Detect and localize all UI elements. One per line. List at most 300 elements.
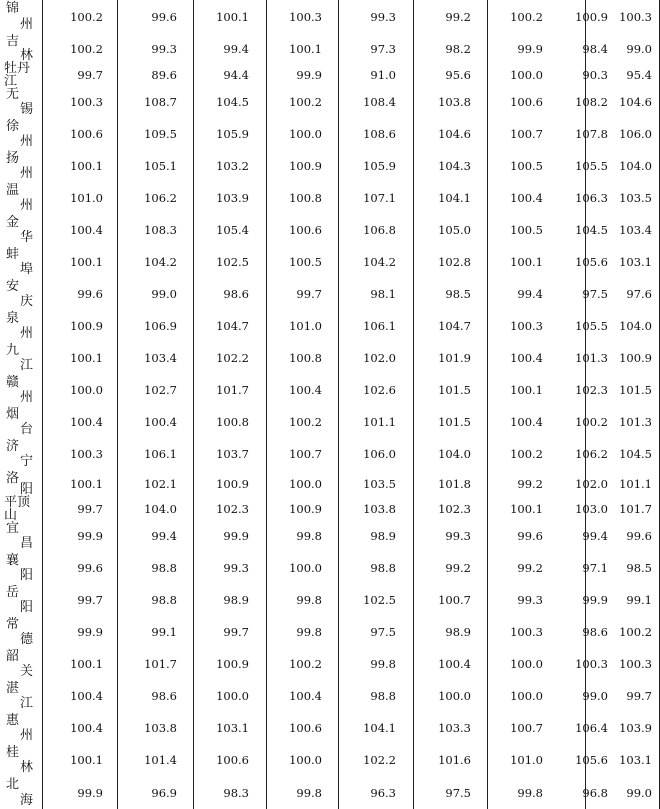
index-value-cell: 98.4 <box>582 41 608 56</box>
index-value-cell: 101.5 <box>438 383 471 397</box>
city-label-first-char: 吉 <box>6 34 20 49</box>
city-label-second-char: 埠 <box>20 262 34 277</box>
index-value-cell: 103.2 <box>216 159 249 173</box>
city-name <box>0 438 40 470</box>
table-row <box>0 374 660 406</box>
table-row <box>0 744 660 776</box>
index-value-cell: 106.0 <box>619 127 652 141</box>
city-name <box>0 744 40 776</box>
index-value-cell: 99.4 <box>582 529 608 543</box>
city-name <box>0 552 40 584</box>
index-value-cell: 97.5 <box>582 287 608 301</box>
index-value-cell: 102.5 <box>216 255 249 269</box>
index-value-cell: 100.1 <box>289 41 322 56</box>
index-value-cell: 100.5 <box>510 223 543 237</box>
index-value-cell: 99.0 <box>626 41 652 56</box>
index-value-cell: 100.2 <box>619 625 652 639</box>
index-value-cell: 106.2 <box>144 191 177 205</box>
city-name <box>0 520 40 552</box>
city-label-first-char: 徐 <box>6 119 20 134</box>
index-value-cell: 104.0 <box>144 502 177 516</box>
index-value-cell: 103.1 <box>216 721 249 735</box>
city-label-second-char: 庆 <box>20 294 34 309</box>
table-row <box>0 33 660 64</box>
table-row <box>0 310 660 342</box>
city-name <box>0 495 40 523</box>
city-label: 牡丹江 <box>4 61 31 89</box>
index-value-cell: 100.4 <box>510 415 543 429</box>
table-row <box>0 776 660 809</box>
index-value-cell: 100.4 <box>510 351 543 365</box>
index-value-cell: 102.8 <box>438 255 471 269</box>
index-value-cell: 102.0 <box>363 351 396 365</box>
index-value-cell: 100.5 <box>510 159 543 173</box>
index-value-cell: 105.5 <box>575 319 608 333</box>
index-value-cell: 89.6 <box>151 68 177 82</box>
index-value-cell: 101.7 <box>144 657 177 671</box>
index-value-cell: 100.9 <box>575 9 608 24</box>
index-value-cell: 106.2 <box>575 447 608 461</box>
city-label-second-char: 阳 <box>20 482 34 497</box>
table-row <box>0 495 660 523</box>
index-value-cell: 101.3 <box>619 415 652 429</box>
city-name <box>0 776 40 809</box>
index-value-cell: 102.1 <box>144 477 177 491</box>
city-label-second-char: 关 <box>20 664 34 679</box>
city-label-second-char: 州 <box>20 198 34 213</box>
table-row <box>0 584 660 616</box>
index-value-cell: 104.0 <box>438 447 471 461</box>
index-value-cell: 100.1 <box>216 9 249 24</box>
city-name <box>0 712 40 744</box>
city-label-first-char: 赣 <box>6 375 20 390</box>
index-value-cell: 100.9 <box>289 159 322 173</box>
index-value-cell: 100.9 <box>619 351 652 365</box>
city-label-first-char: 无 <box>6 87 20 102</box>
city-label-first-char: 襄 <box>6 553 20 568</box>
index-value-cell: 99.8 <box>296 593 322 607</box>
city-label-first-char: 九 <box>6 343 20 358</box>
index-value-cell: 100.4 <box>70 223 103 237</box>
index-value-cell: 103.8 <box>144 721 177 735</box>
index-value-cell: 99.1 <box>626 593 652 607</box>
city-name <box>0 118 40 150</box>
table-row <box>0 278 660 310</box>
index-value-cell: 100.3 <box>70 95 103 109</box>
index-value-cell: 100.9 <box>289 502 322 516</box>
table-row <box>0 406 660 438</box>
index-value-cell: 100.1 <box>510 383 543 397</box>
index-value-cell: 99.9 <box>77 529 103 543</box>
index-value-cell: 102.5 <box>363 593 396 607</box>
table-row <box>0 712 660 744</box>
index-value-cell: 100.9 <box>216 657 249 671</box>
index-value-cell: 100.2 <box>70 41 103 56</box>
index-value-cell: 100.2 <box>289 415 322 429</box>
index-value-cell: 100.3 <box>510 625 543 639</box>
index-value-cell: 96.8 <box>582 785 608 800</box>
index-value-cell: 105.9 <box>363 159 396 173</box>
index-value-cell: 100.4 <box>70 689 103 703</box>
index-value-cell: 104.2 <box>363 255 396 269</box>
index-value-cell: 105.4 <box>216 223 249 237</box>
index-value-cell: 95.6 <box>445 68 471 82</box>
table-row <box>0 438 660 470</box>
index-value-cell: 108.4 <box>363 95 396 109</box>
index-value-cell: 101.0 <box>289 319 322 333</box>
index-value-cell: 99.4 <box>223 41 249 56</box>
index-value-cell: 100.9 <box>70 319 103 333</box>
index-value-cell: 101.1 <box>363 415 396 429</box>
index-value-cell: 103.4 <box>144 351 177 365</box>
index-value-cell: 102.3 <box>575 383 608 397</box>
index-value-cell: 100.5 <box>289 255 322 269</box>
city-name <box>0 150 40 182</box>
index-value-cell: 98.8 <box>370 689 396 703</box>
city-label-first-char: 泉 <box>6 311 20 326</box>
index-value-cell: 103.8 <box>438 95 471 109</box>
index-value-cell: 104.7 <box>216 319 249 333</box>
index-value-cell: 104.7 <box>438 319 471 333</box>
index-value-cell: 99.6 <box>77 287 103 301</box>
index-value-cell: 104.5 <box>619 447 652 461</box>
index-value-cell: 97.5 <box>445 785 471 800</box>
index-value-cell: 98.8 <box>151 561 177 575</box>
index-value-cell: 100.2 <box>289 95 322 109</box>
index-value-cell: 99.9 <box>582 593 608 607</box>
table-row <box>0 616 660 648</box>
index-value-cell: 106.9 <box>144 319 177 333</box>
index-value-cell: 104.5 <box>575 223 608 237</box>
index-value-cell: 103.5 <box>363 477 396 491</box>
city-label-first-char: 锦 <box>6 1 20 16</box>
index-value-cell: 98.9 <box>223 593 249 607</box>
index-value-cell: 99.8 <box>370 657 396 671</box>
city-label-second-char: 锡 <box>20 102 34 117</box>
index-value-cell: 102.0 <box>575 477 608 491</box>
index-value-cell: 100.6 <box>70 127 103 141</box>
index-value-cell: 101.9 <box>438 351 471 365</box>
index-value-cell: 99.3 <box>223 561 249 575</box>
index-value-cell: 108.2 <box>575 95 608 109</box>
index-value-cell: 100.2 <box>510 9 543 24</box>
index-value-cell: 100.4 <box>510 191 543 205</box>
index-value-cell: 97.6 <box>626 287 652 301</box>
index-value-cell: 108.7 <box>144 95 177 109</box>
index-value-cell: 99.8 <box>296 785 322 800</box>
city-label-first-char: 蚌 <box>6 247 20 262</box>
index-value-cell: 99.0 <box>151 287 177 301</box>
index-value-cell: 101.5 <box>438 415 471 429</box>
table-row <box>0 61 660 89</box>
index-value-cell: 103.3 <box>438 721 471 735</box>
index-value-cell: 99.7 <box>77 68 103 82</box>
index-value-cell: 100.3 <box>70 447 103 461</box>
index-value-cell: 94.4 <box>223 68 249 82</box>
table-row <box>0 214 660 246</box>
city-label-second-char: 州 <box>20 17 34 32</box>
index-value-cell: 99.3 <box>370 9 396 24</box>
index-value-cell: 100.1 <box>510 502 543 516</box>
index-value-cell: 97.5 <box>370 625 396 639</box>
index-value-cell: 99.9 <box>77 785 103 800</box>
table-row <box>0 150 660 182</box>
index-value-cell: 101.4 <box>144 753 177 767</box>
index-value-cell: 103.7 <box>216 447 249 461</box>
index-value-cell: 101.8 <box>438 477 471 491</box>
index-value-cell: 100.4 <box>70 721 103 735</box>
index-value-cell: 98.2 <box>445 41 471 56</box>
index-value-cell: 101.3 <box>575 351 608 365</box>
table-row <box>0 342 660 374</box>
index-value-cell: 100.1 <box>70 255 103 269</box>
index-value-cell: 106.3 <box>575 191 608 205</box>
city-label-second-char: 林 <box>20 760 34 775</box>
index-value-cell: 104.0 <box>619 159 652 173</box>
index-value-cell: 100.3 <box>575 657 608 671</box>
index-value-cell: 102.3 <box>438 502 471 516</box>
city-label-first-char: 韶 <box>6 649 20 664</box>
table-row <box>0 0 660 33</box>
city-name <box>0 0 40 33</box>
city-name <box>0 33 40 64</box>
index-value-cell: 100.2 <box>575 415 608 429</box>
index-value-cell: 100.3 <box>619 657 652 671</box>
index-value-cell: 99.9 <box>296 68 322 82</box>
city-name <box>0 182 40 214</box>
index-value-cell: 108.6 <box>363 127 396 141</box>
table-row <box>0 470 660 498</box>
index-value-cell: 100.4 <box>289 383 322 397</box>
index-value-cell: 100.2 <box>510 447 543 461</box>
index-value-cell: 99.2 <box>517 561 543 575</box>
city-label-second-char: 江 <box>20 358 34 373</box>
index-value-cell: 99.8 <box>517 785 543 800</box>
index-value-cell: 104.6 <box>619 95 652 109</box>
index-value-cell: 99.7 <box>77 593 103 607</box>
index-value-cell: 106.8 <box>363 223 396 237</box>
city-name <box>0 342 40 374</box>
city-name <box>0 616 40 648</box>
index-value-cell: 99.4 <box>151 529 177 543</box>
index-value-cell: 100.3 <box>510 319 543 333</box>
city-label-second-char: 华 <box>20 230 34 245</box>
city-name <box>0 648 40 680</box>
index-value-cell: 100.1 <box>70 657 103 671</box>
index-value-cell: 100.6 <box>289 721 322 735</box>
city-name <box>0 278 40 310</box>
index-value-cell: 100.1 <box>70 351 103 365</box>
city-label-second-char: 阳 <box>20 600 34 615</box>
city-label-first-char: 北 <box>6 777 20 792</box>
index-value-cell: 103.1 <box>619 255 652 269</box>
index-value-cell: 100.6 <box>510 95 543 109</box>
index-value-cell: 105.5 <box>575 159 608 173</box>
index-value-cell: 99.6 <box>517 529 543 543</box>
index-value-cell: 100.6 <box>216 753 249 767</box>
index-value-cell: 100.3 <box>619 9 652 24</box>
index-value-cell: 104.3 <box>438 159 471 173</box>
index-value-cell: 96.3 <box>370 785 396 800</box>
city-label-first-char: 扬 <box>6 151 20 166</box>
index-value-cell: 100.7 <box>510 721 543 735</box>
index-value-cell: 98.5 <box>445 287 471 301</box>
city-name <box>0 310 40 342</box>
index-value-cell: 95.4 <box>626 68 652 82</box>
index-value-cell: 100.6 <box>289 223 322 237</box>
index-value-cell: 99.0 <box>626 785 652 800</box>
index-value-cell: 97.1 <box>582 561 608 575</box>
index-value-cell: 106.1 <box>144 447 177 461</box>
index-value-cell: 102.7 <box>144 383 177 397</box>
index-value-cell: 104.1 <box>438 191 471 205</box>
city-name <box>0 61 40 89</box>
index-value-cell: 100.0 <box>216 689 249 703</box>
index-value-cell: 100.7 <box>510 127 543 141</box>
city-label-first-char: 岳 <box>6 585 20 600</box>
index-value-cell: 100.8 <box>216 415 249 429</box>
index-value-cell: 99.8 <box>296 529 322 543</box>
index-value-cell: 100.0 <box>510 68 543 82</box>
index-value-cell: 100.0 <box>289 127 322 141</box>
index-value-cell: 99.2 <box>445 561 471 575</box>
index-value-cell: 98.3 <box>223 785 249 800</box>
city-label-first-char: 宜 <box>6 521 20 536</box>
index-value-cell: 100.2 <box>70 9 103 24</box>
city-label-second-char: 州 <box>20 134 34 149</box>
index-value-cell: 91.0 <box>370 68 396 82</box>
index-value-cell: 99.7 <box>296 287 322 301</box>
index-value-cell: 100.4 <box>70 415 103 429</box>
index-value-cell: 99.3 <box>517 593 543 607</box>
city-label-first-char: 金 <box>6 215 20 230</box>
index-value-cell: 107.1 <box>363 191 396 205</box>
index-value-cell: 100.3 <box>289 9 322 24</box>
city-name <box>0 214 40 246</box>
index-value-cell: 105.0 <box>438 223 471 237</box>
index-value-cell: 105.6 <box>575 753 608 767</box>
city-name <box>0 86 40 118</box>
city-label: 平顶山 <box>4 495 31 523</box>
city-label-second-char: 州 <box>20 390 34 405</box>
index-value-cell: 99.3 <box>151 41 177 56</box>
city-label-first-char: 温 <box>6 183 20 198</box>
index-value-cell: 103.9 <box>216 191 249 205</box>
index-value-cell: 100.4 <box>438 657 471 671</box>
city-label-first-char: 湛 <box>6 681 20 696</box>
table-row <box>0 520 660 552</box>
index-value-cell: 99.0 <box>582 689 608 703</box>
index-value-cell: 104.1 <box>363 721 396 735</box>
index-value-cell: 100.4 <box>144 415 177 429</box>
index-value-cell: 106.4 <box>575 721 608 735</box>
index-value-cell: 98.6 <box>223 287 249 301</box>
index-value-cell: 100.0 <box>289 753 322 767</box>
city-label-second-char: 台 <box>20 422 34 437</box>
index-value-cell: 99.2 <box>445 9 471 24</box>
index-value-cell: 103.4 <box>619 223 652 237</box>
index-value-cell: 100.8 <box>289 191 322 205</box>
city-name <box>0 406 40 438</box>
city-name <box>0 246 40 278</box>
table-row <box>0 182 660 214</box>
city-label-second-char: 州 <box>20 166 34 181</box>
index-value-cell: 99.9 <box>223 529 249 543</box>
index-value-cell: 101.6 <box>438 753 471 767</box>
index-value-cell: 104.2 <box>144 255 177 269</box>
index-value-cell: 98.5 <box>626 561 652 575</box>
index-value-cell: 101.0 <box>70 191 103 205</box>
city-label-second-char: 州 <box>20 728 34 743</box>
index-value-cell: 102.6 <box>363 383 396 397</box>
index-value-cell: 100.8 <box>289 351 322 365</box>
index-value-cell: 100.1 <box>70 753 103 767</box>
index-value-cell: 102.3 <box>216 502 249 516</box>
city-label-first-char: 安 <box>6 279 20 294</box>
index-value-cell: 104.6 <box>438 127 471 141</box>
table-row <box>0 246 660 278</box>
index-value-cell: 106.1 <box>363 319 396 333</box>
index-value-cell: 100.7 <box>438 593 471 607</box>
index-value-cell: 107.8 <box>575 127 608 141</box>
table-row <box>0 552 660 584</box>
index-value-cell: 104.0 <box>619 319 652 333</box>
index-value-cell: 99.4 <box>517 287 543 301</box>
city-label-first-char: 洛 <box>6 471 20 486</box>
city-label-first-char: 常 <box>6 617 20 632</box>
city-label-second-char: 阳 <box>20 568 34 583</box>
index-value-cell: 98.6 <box>582 625 608 639</box>
city-label-second-char: 江 <box>20 696 34 711</box>
index-value-cell: 101.5 <box>619 383 652 397</box>
index-value-cell: 99.7 <box>77 502 103 516</box>
index-value-cell: 102.2 <box>216 351 249 365</box>
index-value-cell: 100.9 <box>216 477 249 491</box>
index-value-cell: 99.7 <box>223 625 249 639</box>
index-value-cell: 101.0 <box>510 753 543 767</box>
index-value-cell: 105.1 <box>144 159 177 173</box>
city-name <box>0 374 40 406</box>
city-label-first-char: 济 <box>6 439 20 454</box>
index-value-cell: 101.7 <box>619 502 652 516</box>
index-value-cell: 100.0 <box>289 561 322 575</box>
city-name <box>0 584 40 616</box>
index-value-cell: 100.1 <box>70 159 103 173</box>
city-name <box>0 470 40 498</box>
index-value-cell: 100.0 <box>510 689 543 703</box>
index-value-cell: 99.6 <box>626 529 652 543</box>
index-value-cell: 100.1 <box>510 255 543 269</box>
index-value-cell: 100.4 <box>289 689 322 703</box>
index-value-cell: 99.6 <box>151 9 177 24</box>
index-value-cell: 103.1 <box>619 753 652 767</box>
index-value-cell: 99.2 <box>517 477 543 491</box>
city-label-second-char: 宁 <box>20 454 34 469</box>
index-value-cell: 98.9 <box>370 529 396 543</box>
index-value-cell: 99.9 <box>517 41 543 56</box>
index-value-cell: 104.5 <box>216 95 249 109</box>
index-value-cell: 105.6 <box>575 255 608 269</box>
index-value-cell: 100.0 <box>289 477 322 491</box>
index-value-cell: 103.0 <box>575 502 608 516</box>
index-value-cell: 100.0 <box>438 689 471 703</box>
index-value-cell: 98.9 <box>445 625 471 639</box>
index-value-cell: 98.8 <box>151 593 177 607</box>
index-value-cell: 100.7 <box>289 447 322 461</box>
index-value-cell: 103.5 <box>619 191 652 205</box>
index-value-cell: 100.0 <box>510 657 543 671</box>
index-value-cell: 98.6 <box>151 689 177 703</box>
